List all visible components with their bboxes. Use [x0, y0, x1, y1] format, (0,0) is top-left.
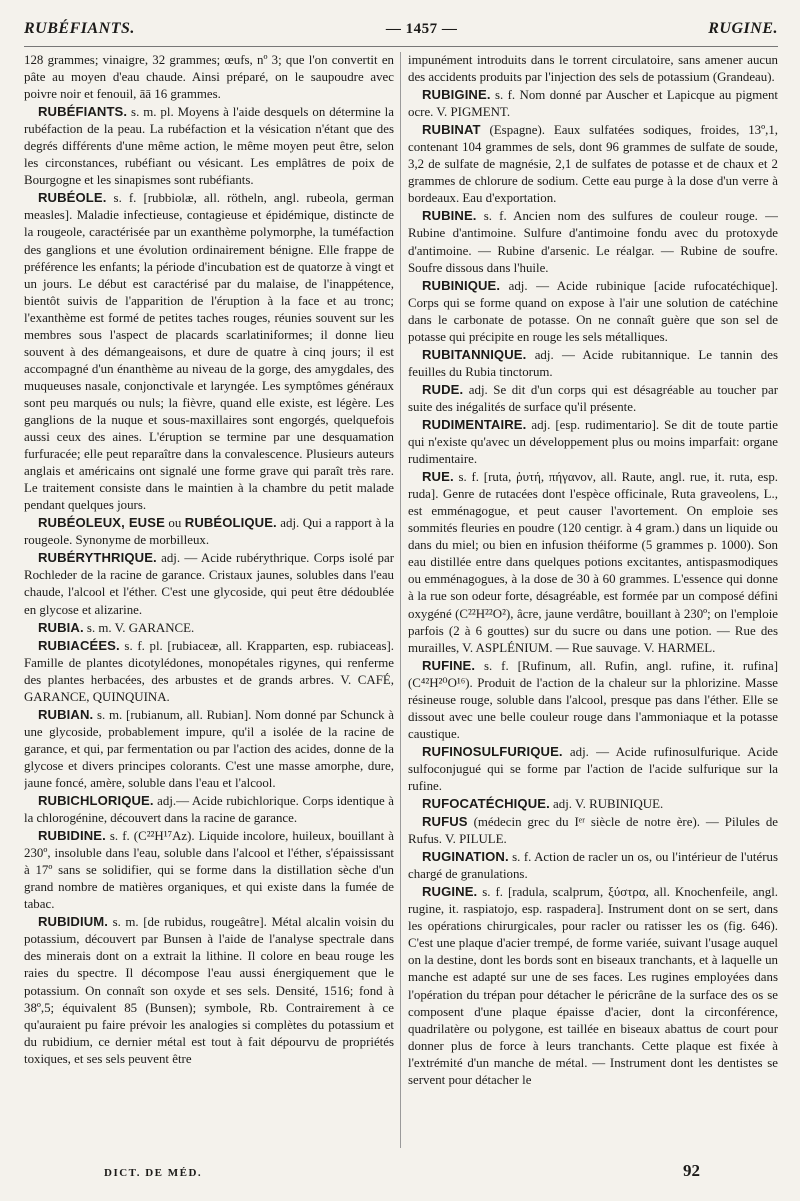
entry-headword: RUBÉOLIQUE. [184, 515, 277, 531]
left-column [24, 52, 401, 1148]
entry-headword: RUBINE. [422, 208, 477, 224]
dictionary-entry [24, 637, 394, 706]
entry-continuation [24, 52, 394, 103]
entry-text: s. m. [rubianum, all. Rubian]. Nom donné par Schunck à une glycoside, probablement impure, qu'il a isolée de la racine de garance, et qui, par fermentation ou par l'action des acides, donne de la glycose et divers principes colorants. C'est une masse amorphe, dure, jaune foncé, amère, soluble dans l'eau et l'alcool. [24, 707, 394, 790]
entry-text: adj.— Acide rubichlorique. Corps identique à la chlorogénine, découvert dans la racine de garance. [24, 794, 394, 826]
entry-text: s. f. [ruta, ῥυτή, πήγανον, all. Raute, angl. rue, it. ruta, esp. ruda]. Genre de rutacées dont l'espèce officinale, Ruta graveolens, L., est emménagogue, et peut causer l'avortement. On emploie ses sommités fleuries en poudre (120 centigr. à 4 gram.) dans un liquide ou dans du miel; ou bien en infusion théiforme (5 grammes p. 1000). Son eau distillée entre dans quelques potions excitantes, antispasmodiques ou emménagogues, à la dose de 30 à 60 grammes. L'essence qui donne à la rue son odeur forte, désagréable, est formée par un composé défini oxygéné (C²²H²²O²), âcre, jaune verdâtre, bouillant à 230º; on l'emploie parfois (2 à 6 gouttes) sur du sucre ou dans une potion. — Rue des murailles, V. ASPLÉNIUM. — Rue sauvage. V. HARMEL. [408, 470, 778, 655]
entry-headword: RUBITANNIQUE. [422, 346, 527, 362]
dictionary-entry [408, 795, 778, 813]
dictionary-entry [24, 549, 394, 618]
entry-text: adj. — Acide rubinique [acide rufocatéchique]. Corps qui se forme quand on expose à l'air une solution de catéchine dans le carbonate de potasse. On ne connaît guère que son sel de potasse qui précipite en rouge les sels métalliques. [408, 278, 778, 344]
entry-text: impunément introduits dans le torrent circulatoire, sans amener aucun des accidents produits par l'injection des sels de potassium (Grandeau). [408, 53, 778, 85]
dictionary-entry [24, 103, 394, 189]
entry-text: s. f. (C²²H¹⁷Az). Liquide incolore, huileux, bouillant à 230º, insoluble dans l'eau, soluble dans l'alcool et l'éther, s'épaississant à 17º sans se solidifier, qui se forme dans la distillation sèche d'un grand nombre de matières organiques, et qui existe dans la fumée de tabac. [24, 829, 394, 912]
dictionary-entry [408, 416, 778, 468]
entry-headword: RUBINIQUE. [422, 277, 501, 293]
entry-text: 128 grammes; vinaigre, 32 grammes; œufs, nº 3; que l'on convertit en pâte au moyen d'eau chaude. Ainsi préparé, on le saupoudre avec poivre noir et fenouil, āā 16 grammes. [24, 53, 394, 102]
entry-text: (Espagne). Eaux sulfatées sodiques, froides, 13º,1, contenant 104 grammes de sels, dont 96 grammes de sulfate de soude, 3,2 de sulfate de magnésie, 2,1 de sulfates de potasse et de chaux et 2 grammes de chlorure de sodium. Cette eau purge à la dose d'un verre à bordeaux. Eau d'exportation. [408, 123, 778, 206]
header-left-word: RUBÉFIANTS. [24, 20, 135, 37]
entry-headword: RUBÉRYTHRIQUE. [38, 550, 157, 566]
entry-headword: RUFUS [422, 814, 468, 830]
dictionary-entry [408, 883, 778, 1089]
entry-text: adj. — Acide rubitannique. Le tannin des feuilles du Rubia tinctorum. [408, 347, 778, 379]
dictionary-entry [408, 468, 778, 657]
dictionary-entry [408, 743, 778, 795]
dictionary-entry [24, 827, 394, 913]
entry-headword: RUDIMENTAIRE. [422, 416, 527, 432]
dictionary-entry [408, 813, 778, 848]
entry-headword: RUBIAN. [38, 706, 94, 722]
entry-headword: RUGINATION. [422, 849, 509, 865]
dictionary-entry [24, 706, 394, 792]
entry-text: adj. [esp. rudimentario]. Se dit de toute partie qui n'existe qu'avec un développement plus ou moins imparfait: organe rudimentaire. [408, 417, 778, 467]
entry-text: s. f. [radula, scalprum, ξύστρα, all. Knochenfeile, angl. rugine, it. raspiatojo, esp. raspadera]. Instrument dont on se sert, dans les opérations chirurgicales, pour racler ou ratisser les os (fig. 646). C'est une plaque d'acier trempé, de forme variée, suivant l'usage auquel on la destine, dont les bords sont en biseaux tranchants, et à laquelle un manche est adapté sur une de ses faces. Les rugines employées dans l'opération du trépan pour détacher le péricrâne de la surface des os se composent d'une plaque épaisse d'acier, dont la circonférence, quadrilatère ou polygone, est taillée en biseaux abattus de court pour donner plus de force à leurs tranchants. Cette plaque est fixée à l'extrémité d'un manche de métal. — Instrument dont les dentistes se servent pour détacher le [408, 885, 778, 1087]
entry-headword: RUBÉOLEUX, EUSE [38, 515, 165, 531]
entry-headword: RUBIDIUM. [38, 914, 109, 930]
entry-headword: RUBIDINE. [38, 828, 106, 844]
entry-text: s. f. Nom donné par Auscher et Lapicque au pigment ocre. V. PIGMENT. [408, 88, 778, 120]
entry-headword: RUBINAT [422, 122, 481, 138]
entry-headword: RUBÉFIANTS. [38, 104, 128, 120]
entry-headword: RUBIA. [38, 619, 84, 635]
entry-text: adj. — Acide rubérythrique. Corps isolé par Rochleder de la racine de garance. Cristaux jaunes, solubles dans l'eau chaude, l'alcool et l'éther. C'est une glycoside, qui peut être dédoublée en glycose et alizarine. [24, 551, 394, 617]
dictionary-entry [408, 657, 778, 743]
entry-headword: RUFINOSULFURIQUE. [422, 743, 563, 759]
entry-headword: RUBIGINE. [422, 87, 491, 103]
entry-text: s. m. V. GARANCE. [83, 620, 195, 635]
two-column-body [24, 52, 778, 1148]
dictionary-entry [408, 848, 778, 883]
dictionary-entry [408, 346, 778, 381]
entry-headword: RUGINE. [422, 884, 478, 900]
entry-text: s. f. Ancien nom des sulfures de couleur rouge. — Rubine d'antimoine. Sulfure d'antimoine fondu avec du protoxyde d'antimoine. — Rubine d'arsenic. Le réalgar. — Rubine de soufre. Soufre dissous dans l'huile. [408, 209, 778, 275]
entry-text: ou [164, 516, 185, 531]
entry-headword: RUBIACÉES. [38, 637, 120, 653]
dictionary-entry [24, 189, 394, 514]
page-footer [104, 1161, 700, 1181]
entry-headword: RUBICHLORIQUE. [38, 793, 154, 809]
dictionary-entry [24, 514, 394, 549]
footer-page-number: 92 [683, 1161, 700, 1180]
entry-headword: RUDE. [422, 381, 464, 397]
right-column [402, 52, 778, 1148]
entry-text: s. f. pl. [rubiaceæ, all. Krapparten, esp. rubiaceas]. Famille de plantes dicotylédones, monopétales rigynes, qui renferme des plantes herbacées, des arbustes et de grands arbres. V. CAFÉ, GARANCE, QUINQUINA. [24, 638, 394, 704]
entry-text: adj. V. RUBINIQUE. [549, 797, 664, 812]
header-right-word: RUGINE. [708, 20, 778, 37]
entry-text: adj. — Acide rufinosulfurique. Acide sulfoconjugué qui se forme par l'action de l'acide sulfurique sur la rufine. [408, 744, 778, 793]
dictionary-entry [408, 86, 778, 121]
dictionary-entry [408, 207, 778, 276]
entry-text: s. f. Action de racler un os, ou l'intérieur de l'utérus chargé de granulations. [408, 850, 778, 882]
entry-text: adj. Qui a rapport à la rougeole. Synonyme de morbilleux. [24, 516, 394, 548]
dictionary-entry [24, 619, 394, 637]
entry-text: s. f. [rubbiolæ, all. rötheln, angl. rubeola, german measles]. Maladie infectieuse, contagieuse et épidémique, distincte de la rougeole, caractérisée par un exanthème polymorphe, la tuméfaction des ganglions et une évolution ordinairement bénigne. Elle frappe de préférence les enfants; la période d'incubation est de quatorze à vingt et un jours. Le début est caractérisé par du malaise, de l'inappétence, bientôt suivis de l'apparition de l'éruption à la face et au tronc; l'exanthème est formé de petites taches rouges, réunies souvent sur les membres sous l'aspect de placards scarlatiniformes; il donne lieu souvent à des démangeaisons, et dure de quatre à cinq jours; il est accompagné d'un énanthème au niveau de la gorge, des amygdales, des muqueuses nasale, conjonctivale et laryngée. Les symptômes généraux sont peu marqués ou nuls; la fièvre, quand elle existe, est légère. Les ganglions de la nuque et sous-maxillaires sont engorgés, quelquefois aussi ceux des aines. L'éruption se termine par une desquamation furfuracée; elle peut reparaître dans la convalescence. Plusieurs auteurs anglais et américains ont signalé une forme grave qui paraît très rare. Le traitement consiste dans le maintien à la chambre du petit malade pendant quelques jours. [24, 191, 394, 513]
entry-headword: RUFOCATÉCHIQUE. [422, 796, 550, 812]
entry-continuation [408, 52, 778, 86]
header-page-number: — 1457 — [385, 21, 458, 37]
entry-text: s. m. [de rubidus, rougeâtre]. Métal alcalin voisin du potassium, découvert par Bunsen à l'aide de l'analyse spectrale dans des minerais dont on a extrait la lithine. Il colore en beau rouge les raies du spectre. Il décompose l'eau aussi énergiquement que le potassium. On connaît son oxyde et ses sels. Densité, 1516; fond à 38º,5; équivalent 85 (Bunsen); symbole, Rb. Contrairement à ce qu'auraient pu faire prévoir les analogies si complètes du potassium et du rubidium, ce dernier métal est tout à fait dépourvu de propriétés toxiques, et ses sels peuvent être [24, 915, 394, 1066]
entry-text: s. f. [Rufinum, all. Rufin, angl. rufine, it. rufina] (C⁴²H²⁰O¹⁶). Produit de l'action de la chaleur sur la phlorizine. Masse résineuse rouge, soluble dans l'alcool, presque pas dans l'éther. Elle se dissout avec une belle couleur rouge dans l'ammoniaque et la potasse caustique. [408, 658, 778, 741]
entry-headword: RUBÉOLE. [38, 190, 107, 206]
dictionary-entry [408, 121, 778, 207]
running-header [24, 20, 778, 47]
dictionary-entry [408, 381, 778, 416]
dictionary-entry [24, 913, 394, 1067]
footer-signature: DICT. DE MÉD. [104, 1167, 203, 1179]
dictionary-entry [24, 792, 394, 827]
entry-text: adj. Se dit d'un corps qui est désagréable au toucher par suite des inégalités de surface qu'il présente. [408, 382, 778, 414]
entry-text: s. m. pl. Moyens à l'aide desquels on détermine la rubéfaction de la peau. La rubéfaction et la vésication n'étant que des degrés différents d'une même action, le même moyen peut être, selon les circonstances, rubéfiant ou vésicant. Les emplâtres de poix de Bourgogne et les sinapismes sont rubéfiants. [24, 105, 394, 188]
entry-headword: RUFINE. [422, 657, 476, 673]
entry-headword: RUE. [422, 469, 454, 485]
dictionary-entry [408, 277, 778, 346]
entry-text: (médecin grec du Iᵉʳ siècle de notre ère). — Pilules de Rufus. V. PILULE. [408, 815, 778, 847]
